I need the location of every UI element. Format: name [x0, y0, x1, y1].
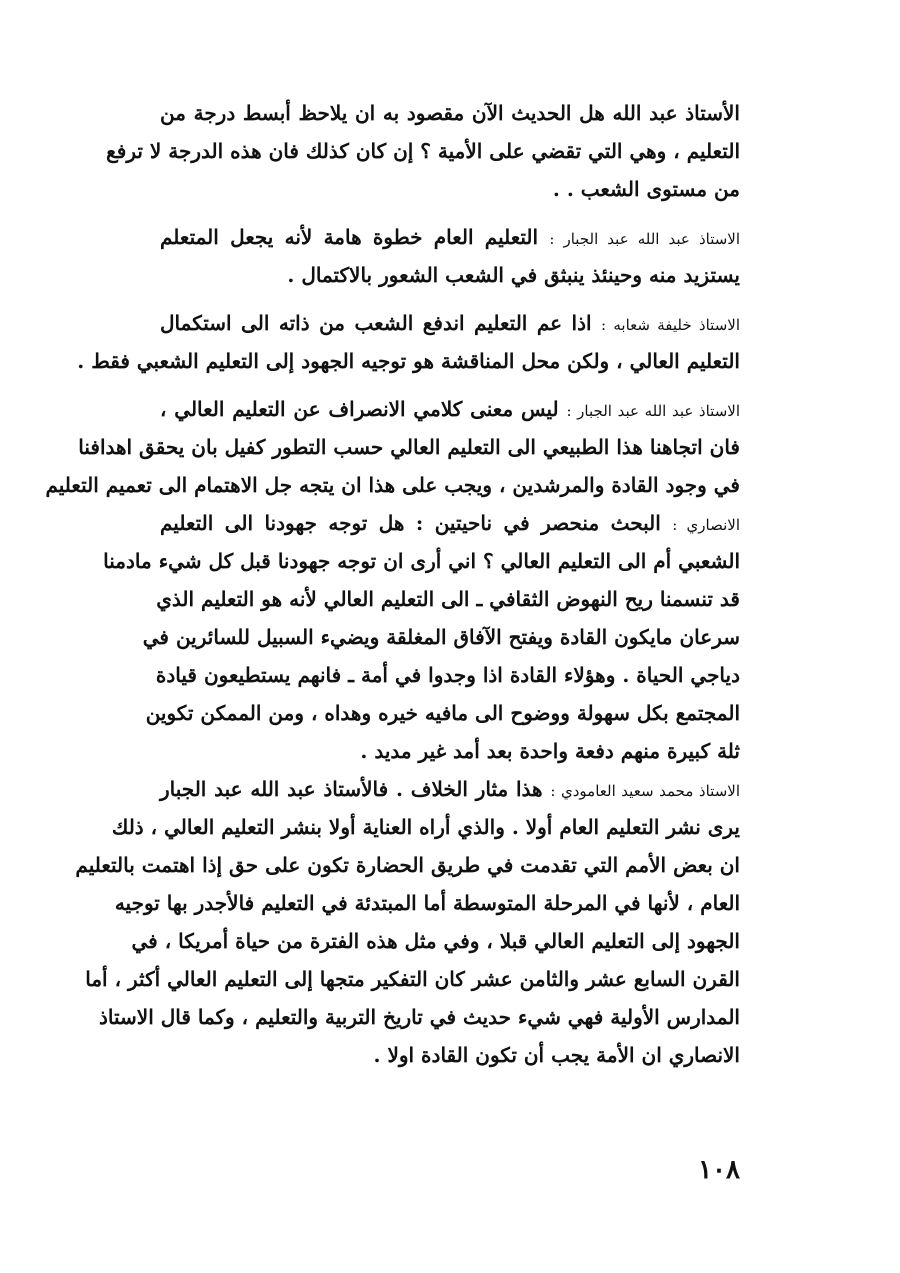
text-line: ان بعض الأمم التي تقدمت في طريق الحضارة تكون على حق إذا اهتمت بالتعليم	[75, 853, 740, 877]
text-line: التعليم ، وهي التي تقضي على الأمية ؟ إن كان كذلك فان هذه الدرجة لا ترفع	[106, 139, 740, 163]
speaker-name: الاستاذ عبد الله عبد الجبار :	[566, 402, 741, 420]
speaker-name: الاستاذ عبد الله عبد الجبار :	[549, 230, 741, 248]
paragraph-shaaba	[77, 304, 740, 380]
text-line: دياجي الحياة . وهؤلاء القادة اذا وجدوا في أمة ـ فانهم يستطيعون قيادة	[155, 663, 740, 687]
body-text	[45, 94, 741, 1074]
text-line: يستزيد منه وحينئذ ينبثق في الشعب الشعور بالاكتمال .	[287, 263, 740, 287]
text-line: قد تنسمنا ريح النهوض الثقافي ـ الى التعليم العالي لأنه هو التعليم الذي	[156, 587, 740, 611]
text-line: فان اتجاهنا هذا الطبيعي الى التعليم العالي حسب التطور كفيل بان يحقق اهدافنا	[78, 435, 740, 459]
paragraph-amoudi	[75, 770, 740, 1074]
text-line	[160, 770, 740, 808]
speaker-name: الانصاري :	[672, 516, 741, 534]
paragraph-ansari	[103, 504, 741, 770]
text-line: الشعبي أم الى التعليم العالي ؟ اني أرى ان توجه جهودنا قبل كل شيء مادمنا	[103, 549, 740, 573]
text-line	[160, 218, 740, 256]
text-line: يرى نشر التعليم العام أولا . والذي أراه العناية أولا بنشر التعليم العالي ، ذلك	[111, 815, 740, 839]
speaker-name: الاستاذ خليفة شعابه :	[601, 316, 740, 334]
text-line: الجهود إلى التعليم العالي قبلا ، وفي مثل هذه الفترة من حياة أمريكا ، في	[131, 929, 740, 953]
text-line: المجتمع بكل سهولة ووضوح الى مافيه خيره وهداه ، ومن الممكن تكوين	[145, 701, 740, 725]
speaker-name: الاستاذ محمد سعيد العامودي :	[550, 782, 740, 800]
text-line: الانصاري ان الأمة يجب أن تكون القادة اولا .	[373, 1043, 740, 1067]
speech-text: اذا عم التعليم اندفع الشعب من ذاته الى استكمال	[160, 311, 592, 335]
text-line: في وجود القادة والمرشدين ، ويجب على هذا ان يتجه جل الاهتمام الى تعميم التعليم	[45, 473, 740, 497]
page-number: ١٠٨	[698, 1155, 740, 1185]
speech-text: ليس معنى كلامي الانصراف عن التعليم العالي ،	[160, 397, 559, 421]
speech-text: التعليم العام خطوة هامة لأنه يجعل المتعلم	[160, 225, 539, 249]
text-line	[160, 390, 740, 428]
paragraph-abduljabbar-1	[160, 218, 740, 294]
text-line: ثلة كبيرة منهم دفعة واحدة بعد أمد غير مديد .	[360, 739, 740, 763]
text-line: الأستاذ عبد الله هل الحديث الآن مقصود به ان يلاحظ أبسط درجة من	[160, 101, 740, 125]
speech-text: البحث منحصر في ناحيتين : هل توجه جهودنا الى التعليم	[160, 511, 661, 535]
text-line: سرعان مايكون القادة ويفتح الآفاق المغلقة ويضيء السبيل للسائرين في	[142, 625, 740, 649]
text-line	[160, 304, 740, 342]
paragraph-question	[106, 94, 740, 208]
text-line: المدارس الأولية فهي شيء حديث في تاريخ التربية والتعليم ، وكما قال الاستاذ	[99, 1005, 740, 1029]
text-line	[160, 504, 740, 542]
paragraph-abduljabbar-2	[45, 390, 741, 504]
text-line: العام ، لأنها في المرحلة المتوسطة أما المبتدئة في التعليم فالأجدر بها توجيه	[114, 891, 740, 915]
text-line: القرن السابع عشر والثامن عشر كان التفكير متجها إلى التعليم العالي أكثر ، أما	[85, 967, 740, 991]
speech-text: هذا مثار الخلاف . فالأستاذ عبد الله عبد الجبار	[160, 777, 543, 801]
text-line: من مستوى الشعب . .	[552, 177, 740, 201]
text-line: التعليم العالي ، ولكن محل المناقشة هو توجيه الجهود إلى التعليم الشعبي فقط .	[77, 349, 740, 373]
